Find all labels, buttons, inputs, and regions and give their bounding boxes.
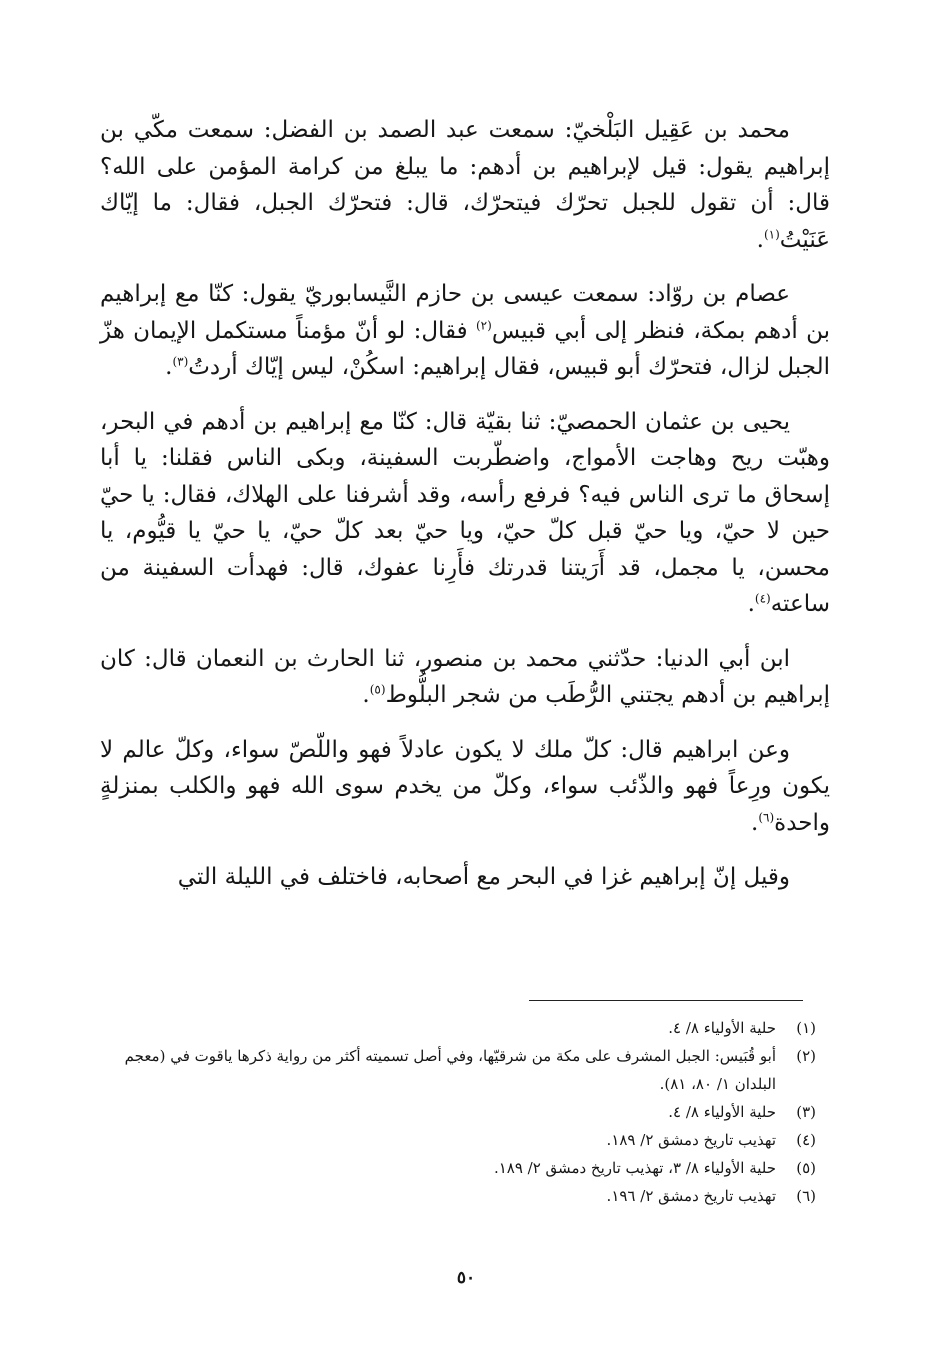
footnote-number: (١) <box>796 1019 816 1037</box>
footnote-text: تهذيب تاريخ دمشق ٢/ ١٨٩. <box>606 1131 776 1149</box>
paragraph-6 <box>100 859 830 896</box>
footnote-item <box>100 1154 816 1182</box>
paragraph-5: وعن ابراهيم قال: كلّ ملك لا يكون عادلاً فهو واللّصّ سواء، وكلّ عالم لا يكون ورِعاً فهو والذّئب سواء، وكلّ من يخدم سوى الله فهو والكلب بمنزلةٍ واحدة$^{(٦)}$. <box>100 736 830 836</box>
footnote-number: (٦) <box>796 1187 816 1205</box>
footnote-ref: (٥) <box>369 682 386 697</box>
paragraph-3: يحيى بن عثمان الحمصيّ: ثنا بقيّة قال: كنّا مع إبراهيم بن أدهم في البحر، وهبّت ريح وهاجت الأمواج، واضطّربت السفينة، وبكى الناس فقلنا: يا أبا إسحاق ما ترى الناس فيه؟ فرفع رأسه، وقد أشرفنا على الهلاك، فقال: يا حيّ حين لا حيّ، ويا حيّ قبل كلّ حيّ، ويا حيّ بعد كلّ حيّ، يا حيّ يا قيُّوم، يا محسن، يا مجمل، قد أَرَيتنا قدرتك فأَرِنا عفوك، قال: فهدأت السفينة من ساعته$^{(٤)}$. <box>100 408 830 617</box>
footnote-text: حلية الأولياء ٨/ ٤. <box>668 1103 776 1121</box>
footnote-ref: (٦) <box>758 809 775 824</box>
footnote-ref: (٢) <box>475 317 492 332</box>
footnote-ref: (٣) <box>172 354 189 369</box>
paragraph-text-continued: فقال: لو أنّ مؤمناً مستكمل الإيمان هزّ الجبل لزال، فتحرّك أبو قبيس، فقال إبراهيم: اسكُنْ، ليس إيّاك أردتُ <box>100 317 830 380</box>
paragraph-1: محمد بن عَقِيل البَلْخيّ: سمعت عبد الصمد بن الفضل: سمعت مكّي بن إبراهيم يقول: قيل لإبراهيم بن أدهم: ما يبلغ من كرامة المؤمن على الله؟ قال: أن تقول للجبل تحرّك فيتحرّك، قال: فتحرّك الجبل، فقال: ما إيّاك عَنَيْتُ$^{(١)}$. <box>100 117 830 253</box>
footnote-item <box>100 1098 816 1126</box>
footnote-text: حلية الأولياء ٨/ ٤. <box>668 1019 776 1037</box>
footnote-number: (٢) <box>796 1047 816 1065</box>
main-text <box>100 112 830 914</box>
footnote-number: (٣) <box>796 1103 816 1121</box>
paragraph-text: وعن ابراهيم قال: كلّ ملك لا يكون عادلاً فهو واللّصّ سواء، وكلّ عالم لا يكون ورِعاً فهو والذّئب سواء، وكلّ من يخدم سوى الله فهو والكلب بمنزلةٍ واحدة <box>100 736 830 836</box>
footnote-text: حلية الأولياء ٨/ ٣، تهذيب تاريخ دمشق ٢/ ١٨٩. <box>493 1159 776 1177</box>
footnote-number: (٤) <box>796 1131 816 1149</box>
footnote-item <box>100 1014 816 1042</box>
paragraph-text: يحيى بن عثمان الحمصيّ: ثنا بقيّة قال: كنّا مع إبراهيم بن أدهم في البحر، وهبّت ريح وهاجت الأمواج، واضطّربت السفينة، وبكى الناس فقلنا: يا أبا إسحاق ما ترى الناس فيه؟ فرفع رأسه، وقد أشرفنا على الهلاك، فقال: يا حيّ حين لا حيّ، ويا حيّ قبل كلّ حيّ، ويا حيّ بعد كلّ حيّ، يا حيّ يا قيُّوم، يا محسن، يا مجمل، قد أَرَيتنا قدرتك فأَرِنا عفوك، قال: فهدأت السفينة من ساعته <box>100 408 830 617</box>
footnote-text: أبو قُبَيس: الجبل المشرف على مكة من شرقيّها، وفي أصل تسميته أكثر من رواية ذكرها ياقوت في (معجم البلدان ١/ ٨٠، ٨١). <box>124 1047 776 1093</box>
paragraph-text: ابن أبي الدنيا: حدّثني محمد بن منصور، ثنا الحارث بن النعمان قال: كان إبراهيم بن أدهم يجتني الرُّطَب من شجر البلُّوط <box>100 645 830 708</box>
paragraph-text: محمد بن عَقِيل البَلْخيّ: سمعت عبد الصمد بن الفضل: سمعت مكّي بن إبراهيم يقول: قيل لإبراهيم بن أدهم: ما يبلغ من كرامة المؤمن على الله؟ قال: أن تقول للجبل تحرّك فيتحرّك، قال: فتحرّك الجبل، فقال: ما إيّاك عَنَيْتُ <box>100 117 830 253</box>
footnote-text: تهذيب تاريخ دمشق ٢/ ١٩٦. <box>606 1187 776 1205</box>
footnote-item <box>100 1042 816 1098</box>
footnotes <box>100 1014 816 1210</box>
paragraph-text: وقيل إنّ إبراهيم غزا في البحر مع أصحابه، فاختلف في الليلة التي <box>177 864 790 890</box>
page-number: ٥٠ <box>456 1268 476 1288</box>
footnote-ref: (١) <box>763 226 780 241</box>
paragraph-2: عصام بن روّاد: سمعت عيسى بن حازم النَّيسابوريّ يقول: كنّا مع إبراهيم بن أدهم بمكة، فنظر إلى أبي قبيس$^{(٢)}$ فقال: لو أنّ مؤمناً مستكمل الإيمان هزّ الجبل لزال، فتحرّك أبو قبيس، فقال إبراهيم: اسكُنْ، ليس إيّاك أردتُ$^{(٣)}$. <box>100 281 830 380</box>
footnote-number: (٥) <box>796 1159 816 1177</box>
footnote-item <box>100 1126 816 1154</box>
paragraph-text: عصام بن روّاد: سمعت عيسى بن حازم النَّيسابوريّ يقول: كنّا مع إبراهيم بن أدهم بمكة، فنظر إلى أبي قبيس <box>100 281 830 344</box>
footnote-ref: (٤) <box>754 591 771 606</box>
footnote-separator <box>529 1000 803 1001</box>
footnote-item <box>100 1182 816 1210</box>
paragraph-4: ابن أبي الدنيا: حدّثني محمد بن منصور، ثنا الحارث بن النعمان قال: كان إبراهيم بن أدهم يجتني الرُّطَب من شجر البلُّوط$^{(٥)}$. <box>100 645 830 708</box>
